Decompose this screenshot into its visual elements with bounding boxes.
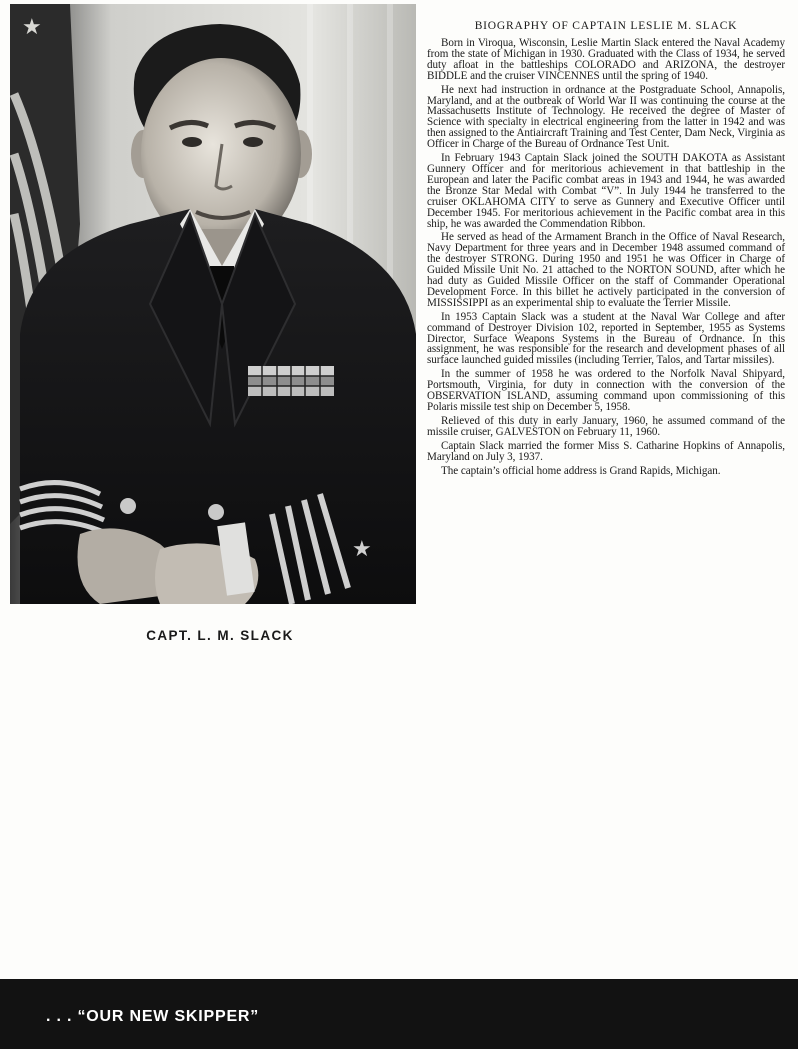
biography-paragraph: In February 1943 Captain Slack joined the SOUTH DAKOTA as Assistant Gunnery Officer and for meritorious achievement in that battleship in the European and later the Pacific combat areas in 1943 and 1944, he was awarded the Bronze Star Medal with Combat “V”. In July 1944 he transferred to the cruiser OKLAHOMA CITY to serve as Gunnery and Executive Officer until December 1945. For meritorious achievement in the Pacific combat area in this ship, he was awarded the Commendation Ribbon.	[427, 152, 785, 230]
biography-paragraph: In the summer of 1958 he was ordered to the Norfolk Naval Shipyard, Portsmouth, Virginia, for duty in connection with the conversion of the OBSERVATION ISLAND, assuming command upon commissioning of this Polaris missile test ship on December 5, 1958.	[427, 368, 785, 413]
ribbon-bar	[248, 366, 334, 396]
footer-band	[0, 979, 798, 1049]
biography-paragraph: Born in Viroqua, Wisconsin, Leslie Martin Slack entered the Naval Academy from the state of Michigan in 1930. Graduated with the Class of 1934, he served duty afloat in the battleships COLORADO and ARIZONA, the destroyer BIDDLE and the cruiser VINCENNES until the spring of 1940.	[427, 37, 785, 82]
biography-paragraph: Captain Slack married the former Miss S. Catharine Hopkins of Annapolis, Maryland on July 3, 1937.	[427, 439, 785, 463]
photo-caption: CAPT. L. M. SLACK	[146, 628, 294, 643]
svg-text:★: ★	[22, 15, 42, 40]
svg-text:★: ★	[352, 537, 372, 562]
biography-paragraph: Relieved of this duty in early January, 1960, he assumed command of the missile cruiser, GALVESTON on February 11, 1960.	[427, 414, 785, 438]
biography-paragraph: He next had instruction in ordnance at the Postgraduate School, Annapolis, Maryland, and at the outbreak of World War II was continuing the course at the Massachusetts Institute of Technology. He received the degree of Master of Science with specialty in electrical engineering from the latter in 1942 and was then assigned to the Antiaircraft Training and Test Center, Dam Neck, Virginia as Officer in Charge of the Bureau of Ordnance Test Unit.	[427, 83, 785, 151]
biography-title: BIOGRAPHY OF CAPTAIN LESLIE M. SLACK	[474, 20, 738, 32]
biography-column	[427, 20, 785, 479]
biography-paragraph: He served as head of the Armament Branch in the Office of Naval Research, Navy Department for three years and in December 1948 assumed command of the destroyer STRONG. During 1950 and 1951 he was Officer in Charge of Guided Missile Unit No. 21 attached to the NORTON SOUND, after which he had duty as Guided Missile Officer on the staff of Commander Operational Development Force. In this billet he actively participated in the conversion of MISSISSIPPI as an experimental ship to evaluate the Terrier Missile.	[427, 231, 785, 309]
biography-paragraph: In 1953 Captain Slack was a student at the Naval War College and after command of Destroyer Division 102, reported in September, 1955 as Systems Director, Surface Weapons Systems in the Bureau of Ordnance. In this assignment, he was responsible for the research and development phases of all surface launched guided missiles (including Terrier, Talos, and Tartar missiles).	[427, 310, 785, 367]
biography-paragraph: The captain’s official home address is Grand Rapids, Michigan.	[441, 464, 721, 477]
footer-slogan: . . . “OUR NEW SKIPPER”	[46, 1008, 260, 1025]
portrait-photo	[10, 4, 416, 604]
portrait-illustration	[10, 4, 416, 604]
